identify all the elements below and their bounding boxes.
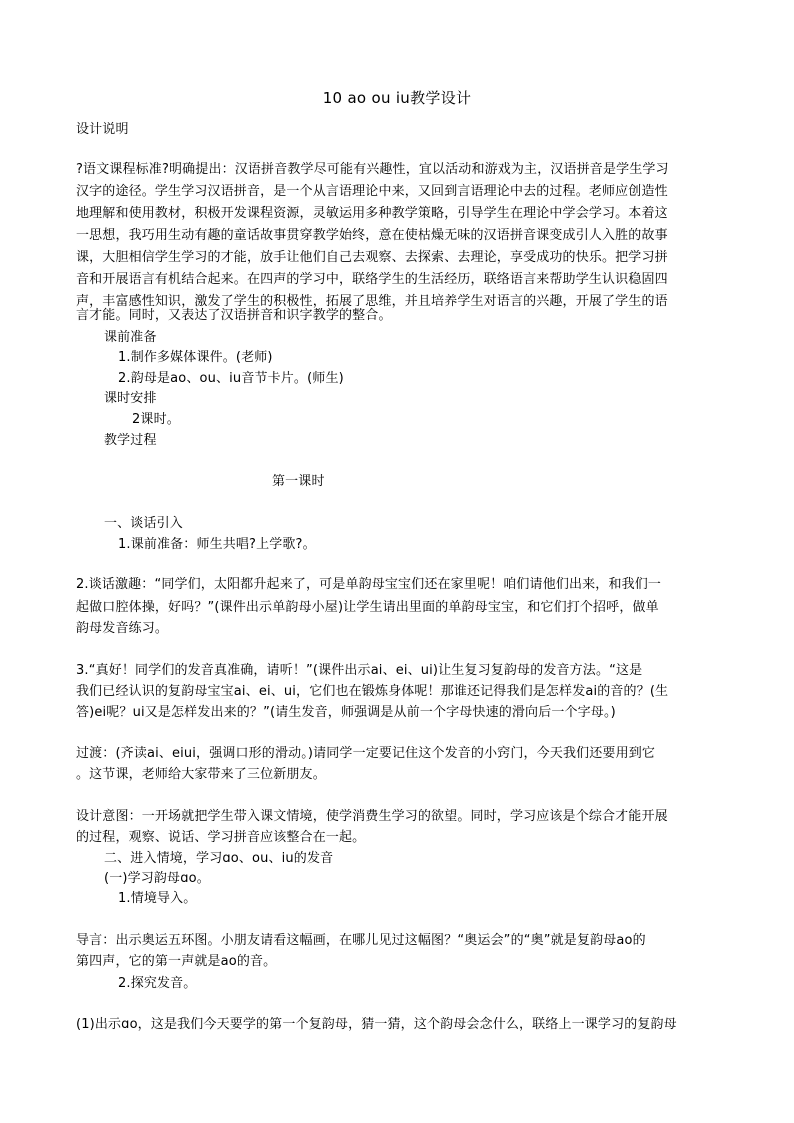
- schedule-value: 2课时。: [132, 412, 180, 427]
- paragraph-line: 起做口腔体操，好吗？”(课件出示单韵母小屋)让学生请出里面的单韵母宝宝，和它们打个招呼，做单: [76, 600, 659, 615]
- lesson-title: 第一课时: [272, 474, 325, 489]
- intro-line: 汉字的途径。学生学习汉语拼音，是一个从言语理论中来，又回到言语理论中去的过程。老师应创造性: [76, 184, 668, 199]
- paragraph-line: 3.“真好！同学们的发音真准确，请听！”(课件出示ai、ei、ui)让生复习复韵母的发音方法。“这是: [76, 663, 643, 678]
- document-title: 10 ao ou iu教学设计: [322, 89, 472, 107]
- intro-line: 一思想，我巧用生动有趣的童话故事贯穿教学始终，意在使枯燥无味的汉语拼音课变成引人入胜的故事: [76, 228, 668, 243]
- paragraph-line: 韵母发音练习。: [76, 621, 169, 636]
- transition-line: 。这节课，老师给大家带来了三位新朋友。: [76, 767, 326, 782]
- paragraph-line: 2.谈话激趣：“同学们，太阳都升起来了，可是单韵母宝宝们还在家里呢！咱们请他们出来，和我们一: [76, 577, 662, 592]
- design-note-heading: 设计说明: [76, 122, 129, 137]
- subsection-heading: (一)学习韵母ɑo。: [104, 871, 210, 886]
- transition-line: 过渡：(齐读ai、eiui，强调口形的滑动。)请同学一定要记住这个发音的小窍门，今天我们还要用到它: [76, 746, 656, 761]
- section-item: 1.情境导入。: [118, 891, 197, 906]
- intent-line: 设计意图：一开场就把学生带入课文情境，使学消费生学习的欲望。同时，学习应该是个综合才能开展: [76, 809, 668, 824]
- intro-line: 课，大胆相信学生学习的才能，放手让他们自己去观察、去探索、去理论，享受成功的快乐。把学习拼: [76, 250, 668, 265]
- prep-heading: 课前准备: [104, 330, 157, 345]
- process-heading: 教学过程: [104, 433, 157, 448]
- intro-line: ?语文课程标准?明确提出：汉语拼音教学尽可能有兴趣性，宜以活动和游戏为主，汉语拼音是学生学习: [76, 162, 669, 177]
- guide-line: 导言：出示奥运五环图。小朋友请看这幅画，在哪儿见过这幅图？“奥运会”的“奥”就是复韵母ao的: [76, 933, 646, 948]
- schedule-heading: 课时安排: [104, 391, 157, 406]
- paragraph-line: (1)出示ɑo，这是我们今天要学的第一个复韵母，猜一猜，这个韵母会念什么，联络上一课学习的复韵母: [76, 1017, 677, 1032]
- section-heading: 一、谈话引入: [104, 516, 183, 531]
- prep-item: 2.韵母是ao、ou、iu音节卡片。(师生): [118, 371, 344, 386]
- guide-line: 第四声，它的第一声就是ao的音。: [76, 954, 277, 969]
- intro-line: 言才能。同时，又表达了汉语拼音和识字教学的整合。: [76, 308, 392, 323]
- section-item: 1.课前准备：师生共唱?上学歌?。: [118, 537, 316, 552]
- paragraph-line: 答)ei呢？ui又是怎样发出来的？”(请生发音，师强调是从前一个字母快速的滑向后一个字母。): [76, 705, 616, 720]
- section-item: 2.探究发音。: [118, 976, 197, 991]
- intro-line: 音和开展语言有机结合起来。在四声的学习中，联络学生的生活经历，联络语言来帮助学生认识稳固四: [76, 272, 668, 287]
- prep-item: 1.制作多媒体课件。(老师): [118, 350, 273, 365]
- paragraph-line: 我们已经认识的复韵母宝宝ai、ei、ui，它们也在锻炼身体呢！那谁还记得我们是怎样发ai的音的？(生: [76, 684, 669, 699]
- intro-line: 声，丰富感性知识，激发了学生的积极性，拓展了思维，并且培养学生对语言的兴趣，开展了学生的语: [76, 294, 668, 309]
- section-heading: 二、进入情境，学习ɑo、ou、iu的发音: [104, 851, 334, 866]
- intent-line: 的过程，观察、说话、学习拼音应该整合在一起。: [76, 830, 366, 845]
- intro-line: 地理解和使用教材，积极开发课程资源，灵敏运用多种教学策略，引导学生在理论中学会学习。本着这: [76, 206, 668, 221]
